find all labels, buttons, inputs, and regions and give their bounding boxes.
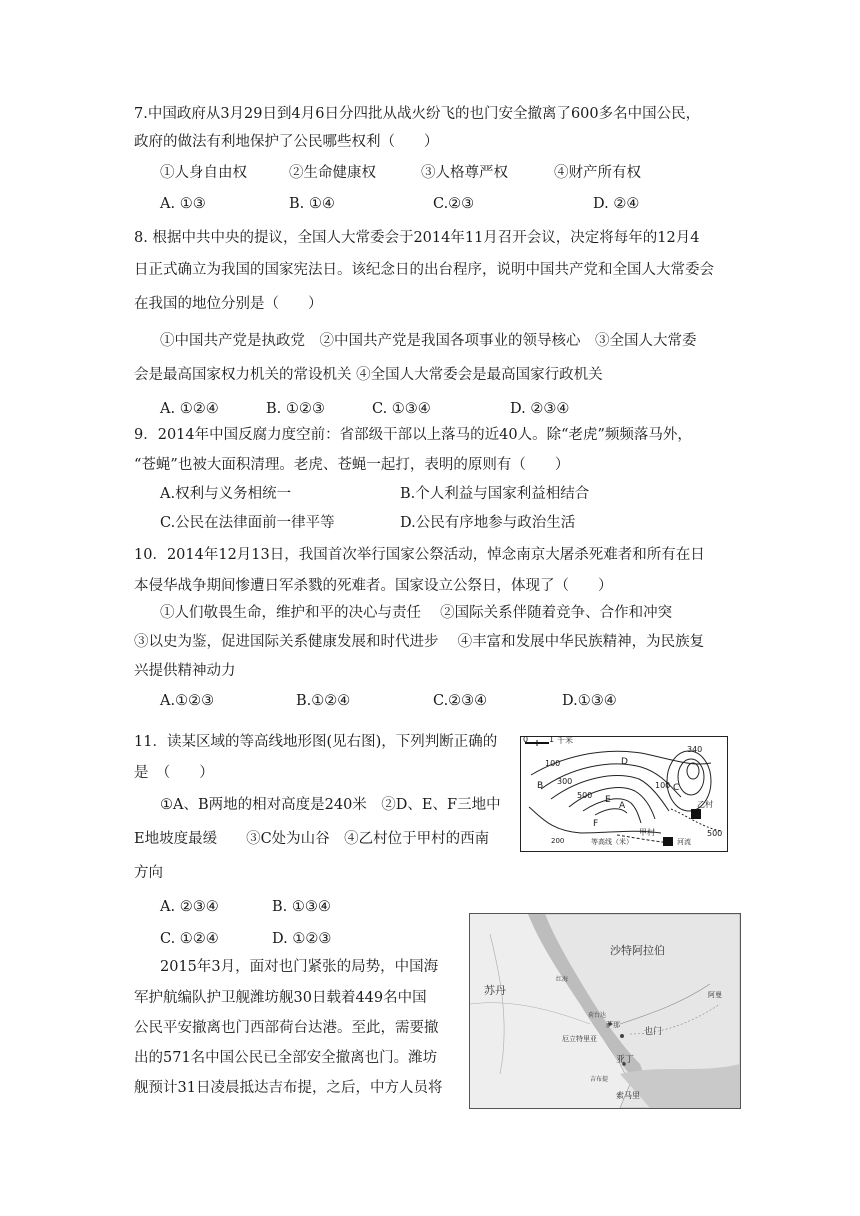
q8-stem-line3: 在我国的地位分别是（ ） [134,296,323,312]
contour-label-100-left: 100 [545,759,561,768]
q10-options-line1: ①人们敬畏生命，维护和平的决心与责任 ②国际关系伴随着竞争、合作和冲突 [160,605,673,621]
point-e: E [605,795,611,805]
passage-line3: 公民平安撤离也门西部荷台达港。至此，需要撤 [134,1020,439,1036]
label-saudi-arabia: 沙特阿拉伯 [610,944,665,957]
q7-option-4: ④财产所有权 [554,165,641,181]
jia-village-label: 甲村 [639,828,655,837]
yi-village-label: 乙村 [697,800,713,809]
q11-choice-d: D. ①②③ [272,931,332,947]
q8-choice-d: D. ②③④ [510,401,570,417]
label-oman: 阿曼 [708,991,722,999]
region-map-figure [469,913,741,1109]
scale-one: 1 [549,735,555,744]
scale-zero: 0 [523,735,529,744]
jia-village-marker [663,837,673,846]
passage-line4: 出的571名中国公民已全部安全撤离也门。潍坊 [134,1050,438,1066]
q7-option-3: ③人格尊严权 [421,165,508,181]
label-sudan: 苏丹 [484,984,506,997]
q11-choice-b: B. ①③④ [272,899,331,915]
q10-stem-line1: 10．2014年12月13日，我国首次举行国家公祭活动，悼念南京大屠杀死难者和所有在日 [134,547,705,563]
q11-stem-line2: 是 （ ） [134,765,214,781]
label-eritrea: 厄立特里亚 [562,1035,597,1043]
label-somalia: 索马里 [616,1091,640,1100]
q8-stem-line1: 8. 根据中共中央的提议，全国人大常委会于2014年11月召开会议，决定将每年的12月4 [134,230,700,246]
contour-label-500-right: 500 [707,829,723,838]
label-sanaa: 萨那 [606,1021,620,1029]
q7-choice-b: B. ①④ [289,196,335,212]
q11-choice-c: C. ①②④ [160,931,219,947]
legend-contour-value: 200 [551,837,565,845]
q7-choice-d: D. ②④ [593,196,640,212]
q9-stem-line1: 9．2014年中国反腐力度空前：省部级干部以上落马的近40人。除“老虎”频频落马外， [134,427,692,443]
q7-choice-c: C.②③ [433,196,475,212]
label-hodeidah: 荷台达 [588,1012,607,1019]
q11-options-line1: ①A、B两地的相对高度是240米 ②D、E、F三地中 [160,797,501,813]
q8-choice-a: A. ①②④ [160,401,219,417]
q10-choice-a: A.①②③ [160,693,215,709]
passage-line5: 舰预计31日凌晨抵达吉布提，之后，中方人员将 [134,1080,443,1096]
peak-elevation-label: 340 [687,745,703,754]
q9-choice-c: C.公民在法律面前一律平等 [160,515,335,531]
legend-contour-text: 等高线（米） [591,838,633,846]
q10-options-line3: 兴提供精神动力 [134,663,236,679]
label-yemen: 也门 [644,1027,663,1037]
sanaa-marker [620,1034,624,1038]
label-red-sea: 红海 [556,976,569,983]
point-c: C [673,783,680,793]
q8-options-line2: 会是最高国家权力机关的常设机关 ④全国人大常委会是最高国家行政机关 [134,367,603,383]
q11-choice-a: A. ②③④ [160,899,219,915]
q8-options-line1: ①中国共产党是执政党 ②中国共产党是我国各项事业的领导核心 ③全国人大常委 [160,333,697,349]
contour-map-figure [520,736,728,852]
contour-map-drawing [521,737,727,851]
q7-option-2: ②生命健康权 [289,165,376,181]
q7-choice-a: A. ①③ [160,196,206,212]
q9-stem-line2: “苍蝇”也被大面积清理。老虎、苍蝇一起打，表明的原则有（ ） [134,457,570,473]
q8-choice-b: B. ①②③ [266,401,325,417]
q11-stem-line1: 11．读某区域的等高线地形图(见右图)，下列判断正确的 [134,734,498,750]
point-a: A [619,801,626,811]
contour-label-100-right: 100 [655,781,671,790]
point-f: F [593,819,599,829]
point-b: B [537,781,544,791]
label-djibouti: 吉布提 [590,1076,609,1083]
q10-options-line2: ③以史为鉴，促进国际关系健康发展和时代进步 ④丰富和发展中华民族精神，为民族复 [134,634,705,650]
legend-river-text: 河流 [677,838,691,846]
q10-stem-line2: 本侵华战争期间惨遭日军杀戮的死难者。国家设立公祭日，体现了（ ） [134,578,613,594]
passage-line2: 军护航编队护卫舰潍坊舰30日载着449名中国 [134,990,427,1006]
point-d: D [621,757,628,767]
q9-choice-b: B.个人利益与国家利益相结合 [400,486,590,502]
q8-choice-c: C. ①③④ [372,401,431,417]
q10-choice-b: B.①②④ [296,693,351,709]
q7-stem-line1: 7.中国政府从3月29日到4月6日分四批从战火纷飞的也门安全撤离了600多名中国公民， [134,106,701,122]
q9-choice-a: A.权利与义务相统一 [160,486,292,502]
q10-choice-d: D.①③④ [562,693,617,709]
scale-unit: 千米 [557,736,573,745]
yi-village-marker [691,809,701,819]
q7-stem-line2: 政府的做法有利地保护了公民哪些权利（ ） [134,134,439,150]
contour-label-300: 300 [557,777,573,786]
label-aden: 亚丁 [616,1055,635,1065]
q8-stem-line2: 日正式确立为我国的国家宪法日。该纪念日的出台程序，说明中国共产党和全国人大常委会 [134,262,714,278]
q7-option-1: ①人身自由权 [160,165,247,181]
q10-choice-c: C.②③④ [433,693,488,709]
contour-label-500-left: 500 [577,791,593,800]
q11-options-line2: E地坡度最缓 ③C处为山谷 ④乙村位于甲村的西南 [134,831,490,847]
passage-line1: 2015年3月，面对也门紧张的局势，中国海 [160,959,439,975]
q11-options-line3: 方向 [134,865,163,881]
q9-choice-d: D.公民有序地参与政治生活 [400,515,576,531]
